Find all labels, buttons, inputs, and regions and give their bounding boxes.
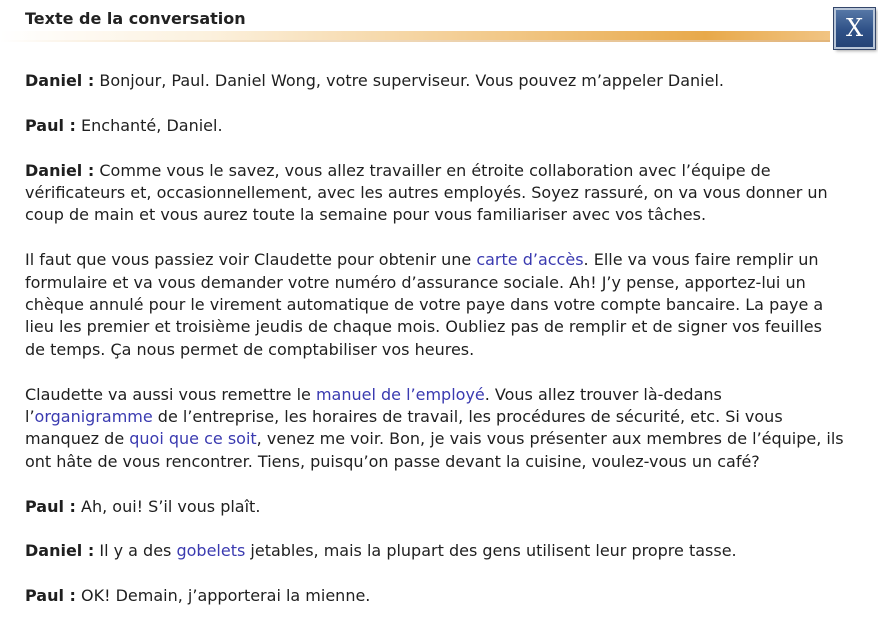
glossary-link-carte-acces[interactable]: carte d’accès (476, 250, 584, 270)
dialogue-text: . Elle va vous faire remplir un formulaire et va vous demander votre numéro d’assurance sociale. Ah! J’y pense, apportez-lui un chèque annulé pour le virement automatique de votre paye dans votre compte bancaire. La paye a lieu les premier et troisième jeudis de chaque mois. Oubliez pas de remplir et de signer vos feuilles de temps. Ça nous permet de comptabiliser vos heures. (25, 250, 824, 359)
speaker-name: Daniel : (25, 160, 95, 180)
speaker-name: Daniel : (25, 71, 95, 90)
dialogue-text: jetables, mais la plupart des gens utilisent leur propre tasse. (245, 541, 737, 561)
dialogue-text: Comme vous le savez, vous allez travailler en étroite collaboration avec l’équipe de vérificateurs et, occasionnellement, avec les autres employés. Soyez rassuré, on va vous donner un coup de main et vous aurez toute la semaine pour vous familiariser avec vos tâches. (25, 160, 828, 225)
conversation-transcript (25, 70, 845, 630)
speaker-name: Paul : (25, 586, 76, 606)
glossary-link-manuel-employe[interactable]: manuel de l’employé (315, 384, 485, 404)
dialog-header (0, 0, 878, 46)
dialogue-text: Claudette va aussi vous remettre le (25, 384, 316, 404)
glossary-link-organigramme[interactable]: organigramme (34, 407, 153, 427)
dialogue-paragraph (25, 249, 845, 361)
dialogue-line (25, 70, 845, 92)
dialogue-text: Il y a des (94, 541, 177, 561)
dialogue-text: OK! Demain, j’apporterai la mienne. (75, 586, 371, 606)
dialogue-text: de l’entreprise, les horaires de travail, les procédures de sécurité, etc. Si vous manquez de (25, 407, 783, 449)
dialogue-line (25, 540, 845, 562)
dialogue-line (25, 585, 845, 607)
dialogue-line (25, 160, 845, 227)
dialogue-text: . Vous allez trouver là-dedans l’ (25, 384, 722, 427)
header-divider (0, 31, 830, 42)
dialog-title: Texte de la conversation (25, 9, 246, 28)
close-button[interactable]: X (834, 8, 875, 49)
dialogue-text: Enchanté, Daniel. (75, 115, 223, 135)
dialogue-text: Il faut que vous passiez voir Claudette pour obtenir une (25, 250, 477, 270)
dialogue-line (25, 496, 845, 518)
speaker-name: Paul : (25, 115, 76, 135)
dialogue-line (25, 115, 845, 137)
speaker-name: Paul : (25, 496, 76, 516)
glossary-link-quoi-que-ce-soit[interactable]: quoi que ce soit (129, 429, 257, 449)
glossary-link-gobelets[interactable]: gobelets (176, 541, 246, 561)
dialogue-text: Ah, oui! S’il vous plaît. (75, 496, 261, 516)
dialogue-text: Bonjour, Paul. Daniel Wong, votre superviseur. Vous pouvez m’appeler Daniel. (94, 71, 724, 90)
dialogue-paragraph (25, 384, 845, 474)
speaker-name: Daniel : (25, 541, 95, 561)
dialogue-text: , venez me voir. Bon, je vais vous présenter aux membres de l’équipe, ils ont hâte de vous rencontrer. Tiens, puisqu’on passe devant la cuisine, voulez-vous un café? (25, 429, 844, 471)
